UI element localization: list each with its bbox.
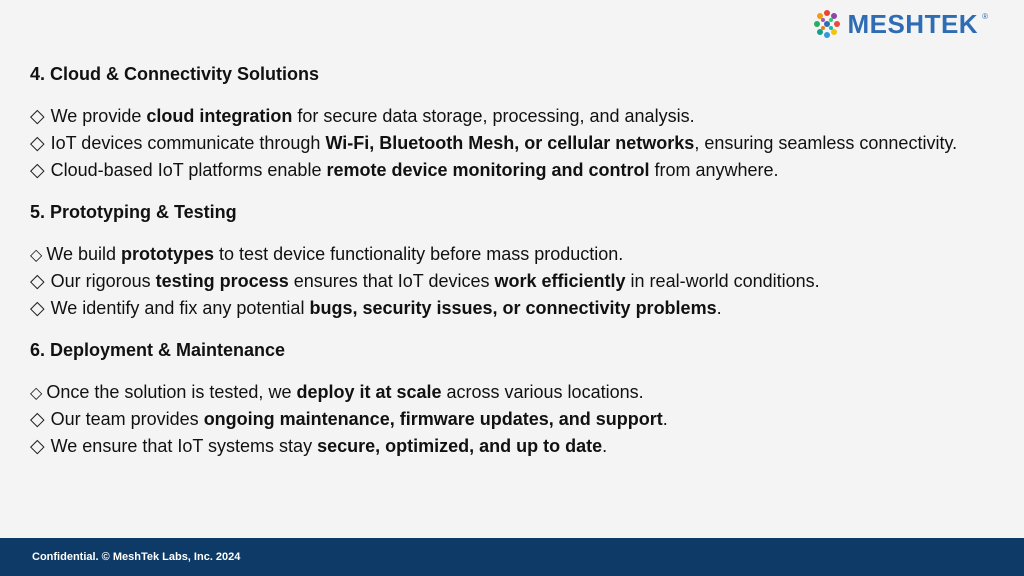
bold-text: ongoing maintenance, firmware updates, and support	[203, 409, 663, 429]
section	[30, 64, 990, 184]
text-run: , ensuring seamless connectivity.	[694, 133, 958, 153]
text-run: ensures that IoT devices	[288, 271, 495, 291]
bold-text: testing process	[155, 271, 289, 291]
text-run: Our team provides	[50, 409, 204, 429]
text-run: .	[602, 436, 608, 456]
bold-text: bugs, security issues, or connectivity problems	[309, 298, 717, 318]
bullet-item	[30, 241, 990, 268]
section-heading: 4. Cloud & Connectivity Solutions	[30, 64, 320, 84]
bullet-item	[30, 406, 990, 433]
text-run: in real-world conditions.	[625, 271, 820, 291]
diamond-bullet-icon: ◇	[30, 298, 45, 319]
diamond-bullet-icon: ◇	[30, 106, 45, 127]
bold-text: deploy it at scale	[296, 382, 442, 402]
text-run: We ensure that IoT systems stay	[50, 436, 318, 456]
section-heading: 6. Deployment & Maintenance	[30, 340, 286, 360]
text-run: across various locations.	[441, 382, 644, 402]
section	[30, 340, 990, 460]
diamond-bullet-icon: ◇	[30, 409, 45, 430]
text-run: .	[716, 298, 722, 318]
text-run: Once the solution is tested, we	[46, 382, 297, 402]
section-heading: 5. Prototyping & Testing	[30, 202, 237, 222]
bullet-item	[30, 433, 990, 460]
section	[30, 202, 990, 322]
bold-text: work efficiently	[494, 271, 626, 291]
bullet-item	[30, 268, 990, 295]
bullet-item	[30, 295, 990, 322]
diamond-bullet-icon: ◇	[30, 133, 45, 154]
text-run: We build	[46, 244, 122, 264]
bullet-item	[30, 379, 990, 406]
bold-text: cloud integration	[146, 106, 293, 126]
bold-text: remote device monitoring and control	[326, 160, 650, 180]
bullet-item	[30, 157, 990, 184]
text-run: We provide	[50, 106, 147, 126]
text-run: from anywhere.	[649, 160, 779, 180]
bold-text: secure, optimized, and up to date	[317, 436, 603, 456]
meshtek-logo-icon	[811, 8, 843, 40]
brand-logo	[811, 8, 988, 40]
bullet-item	[30, 130, 990, 157]
footer-text: Confidential. © MeshTek Labs, Inc. 2024	[32, 551, 241, 563]
text-run: .	[662, 409, 668, 429]
footer-bar	[0, 538, 1024, 576]
diamond-bullet-icon: ◇	[30, 247, 43, 264]
diamond-bullet-icon: ◇	[30, 385, 43, 402]
diamond-bullet-icon: ◇	[30, 160, 45, 181]
brand-name: MESHTEK	[847, 8, 979, 39]
diamond-bullet-icon: ◇	[30, 271, 45, 292]
registered-mark: ®	[982, 12, 988, 21]
diamond-bullet-icon: ◇	[30, 436, 45, 457]
bold-text: Wi-Fi, Bluetooth Mesh, or cellular networks	[325, 133, 695, 153]
slide-content	[30, 64, 990, 478]
text-run: Cloud-based IoT platforms enable	[50, 160, 327, 180]
bullet-item	[30, 103, 990, 130]
text-run: IoT devices communicate through	[50, 133, 326, 153]
text-run: to test device functionality before mass production.	[214, 244, 624, 264]
text-run: for secure data storage, processing, and analysis.	[292, 106, 695, 126]
bold-text: prototypes	[121, 244, 215, 264]
text-run: We identify and fix any potential	[50, 298, 310, 318]
text-run: Our rigorous	[50, 271, 156, 291]
